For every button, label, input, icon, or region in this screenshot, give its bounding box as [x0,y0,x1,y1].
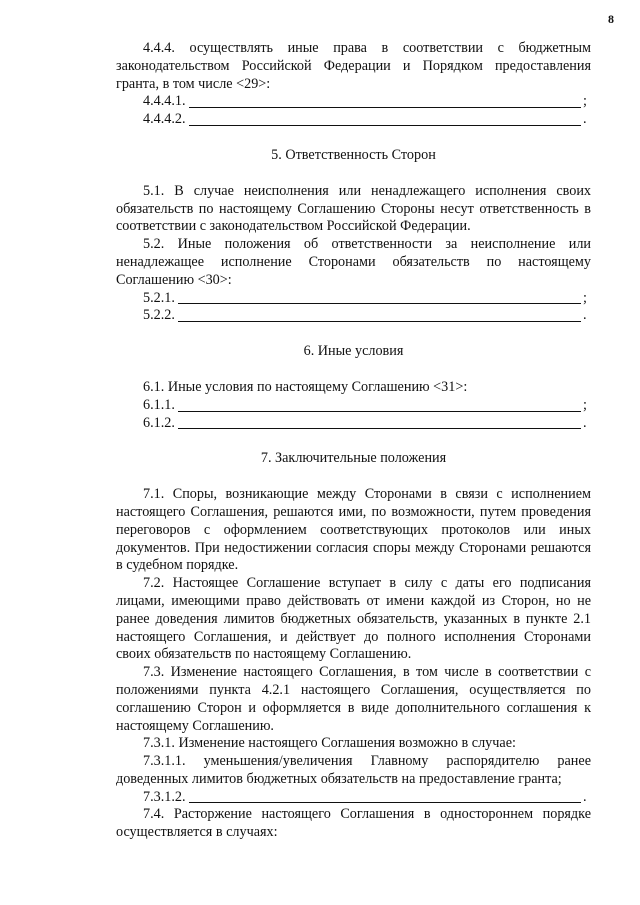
section-heading-5: 5. Ответственность Сторон [271,146,436,163]
section-heading-6: 6. Иные условия [303,343,404,360]
blank-line-end: . [583,414,587,431]
blank-line-end: ; [583,93,587,110]
blank-line-end: ; [583,289,587,306]
blank-line-5-2-2 [116,307,591,325]
blank-line-rule [189,94,581,108]
blank-line-end: . [583,111,587,128]
blank-line-5-2-1 [116,290,591,308]
clause-7-3-1-1: 7.3.1.1. уменьшения/увеличения Главному распорядителю ранее доведенных лимитов бюджетных обязательств на предоставление гранта; [116,753,591,787]
clause-4-4-4: 4.4.4. осуществлять иные права в соответствии с бюджетным законодательством Российской Федерации и Порядком предоставления гранта, в том числе <29>: [116,40,591,92]
blank-line-6-1-1 [116,397,591,415]
blank-line-rule [178,415,581,429]
blank-line-4-4-4-2 [116,111,591,129]
clause-7-4: 7.4. Расторжение настоящего Соглашения в одностороннем порядке осуществляется в случаях: [116,806,591,841]
blank-line-label: 4.4.4.1. [143,93,186,110]
clause-5-1: 5.1. В случае неисполнения или ненадлежащего исполнения своих обязательств по настоящему Соглашению Стороны несут ответственность в соответствии с законодательством Российской Федерации. [116,182,591,235]
clause-7-1: 7.1. Споры, возникающие между Сторонами в связи с исполнением настоящего Соглашения, решаются ими, по возможности, путем проведения переговоров с оформлением соответствующих протоколов или иных документов. При недостижении согласия споры между Сторонами решаются в судебном порядке. [116,486,591,574]
page-number: 8 [608,12,614,26]
blank-line-end: ; [583,396,587,413]
clause-7-2: 7.2. Настоящее Соглашение вступает в силу с даты его подписания лицами, имеющими право действовать от имени каждой из Сторон, но не ранее доведения лимитов бюджетных обязательств, указанных в пункте 2.1 настоящего Соглашения, и действует до полного исполнения Сторонами своих обязательств по настоящему Соглашению. [116,575,591,663]
clause-7-3: 7.3. Изменение настоящего Соглашения, в том числе в соответствии с положениями пункта 4.2.1 настоящего Соглашения, осуществляется по соглашению Сторон и оформляется в виде дополнительного соглашения к настоящему Соглашению. [116,664,591,734]
blank-line-6-1-2 [116,415,591,433]
clause-5-2: 5.2. Иные положения об ответственности за неисполнение или ненадлежащее исполнение Сторонами обязательств по настоящему Соглашению <30>: [116,236,591,288]
document-body [116,40,591,842]
blank-line-rule [178,290,581,304]
section-heading-7: 7. Заключительные положения [260,450,447,467]
blank-line-rule [178,308,581,322]
blank-line-4-4-4-1 [116,93,591,111]
blank-line-label: 4.4.4.2. [143,111,186,128]
blank-line-end: . [583,307,587,324]
blank-line-rule [189,112,581,126]
blank-line-label: 6.1.1. [143,396,175,413]
blank-line-7-3-1-2 [116,789,591,807]
blank-line-label: 5.2.1. [143,289,175,306]
blank-line-end: . [583,788,587,805]
blank-line-label: 6.1.2. [143,414,175,431]
blank-line-rule [178,398,581,412]
blank-line-rule [189,789,581,803]
blank-line-label: 7.3.1.2. [143,788,186,805]
clause-6-1: 6.1. Иные условия по настоящему Соглашению <31>: [143,378,468,395]
blank-line-label: 5.2.2. [143,307,175,324]
clause-7-3-1: 7.3.1. Изменение настоящего Соглашения возможно в случае: [143,735,516,752]
